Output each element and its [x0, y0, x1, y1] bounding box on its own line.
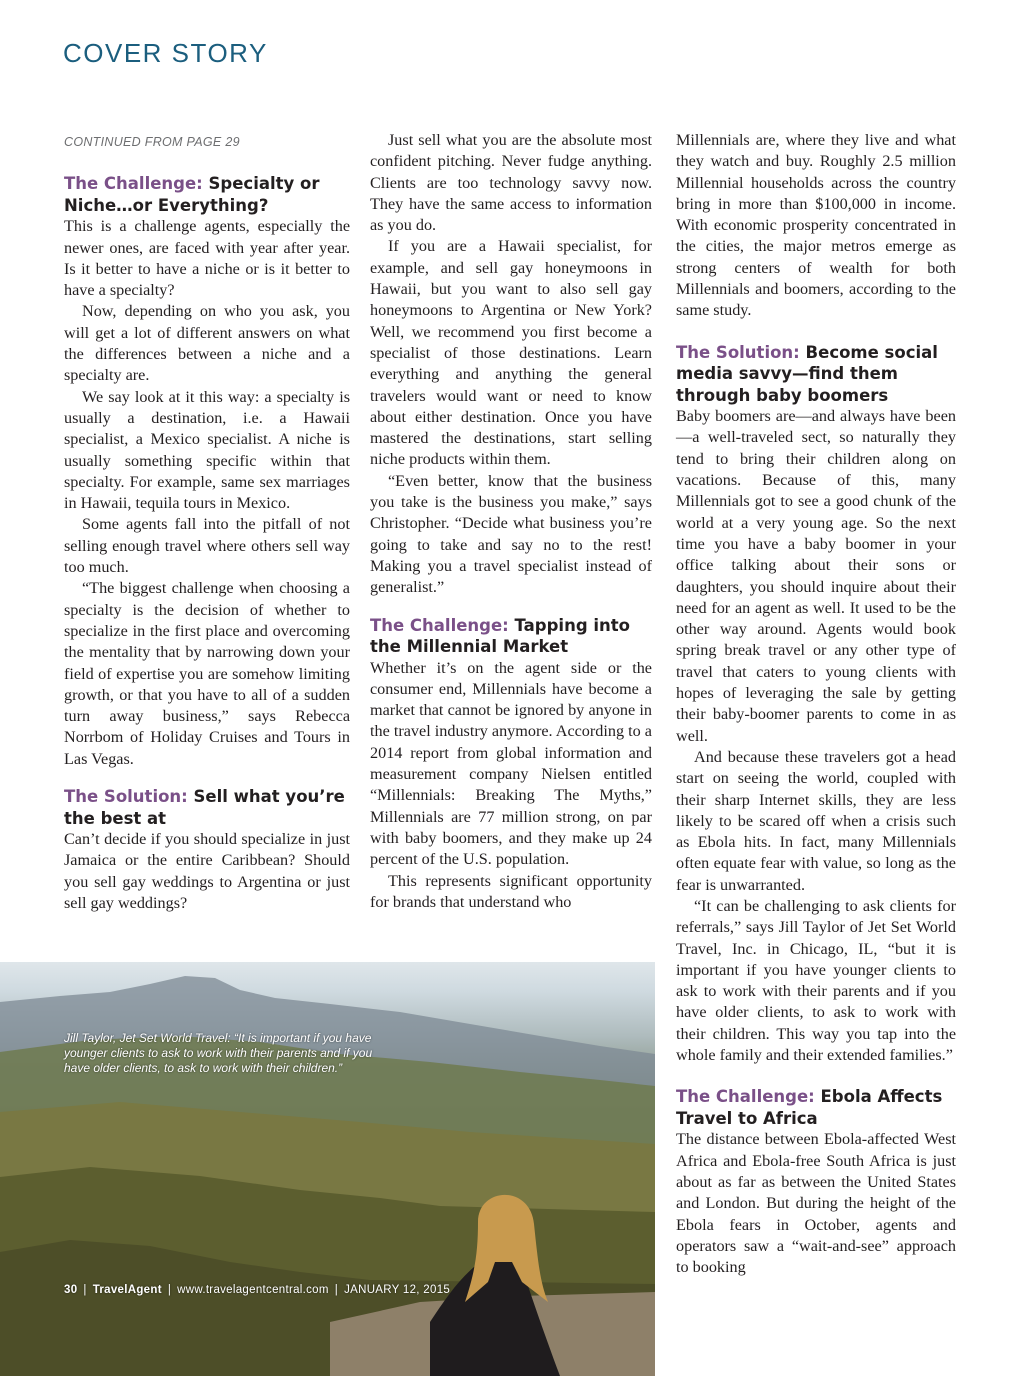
paragraph: Millennials are, where they live and what they watch and buy. Roughly 2.5 million Millennial households across the country bring in more than $100,000 in income. With economic prosperity concentrated in the cities, the major metros emerge as strong centers of wealth for both Millennials and boomers, according to the same study.: [676, 131, 956, 320]
paragraph: If you are a Hawaii specialist, for example, and sell gay honeymoons in Hawaii, but you want to also sell gay honeymoons to Argentina or New York? Well, we recommend you first become a specialist of those destinations. Learn everything and anything the general travelers would want or need to know about either destination. Once you have mastered the destinations, start selling niche products within them.: [370, 237, 652, 469]
paragraph: Whether it’s on the agent side or the consumer end, Millennials have become a market that cannot be ignored by anyone in the travel industry anymore. According to a 2014 report from global information and measurement company Nielsen entitled “Millennials: Breaking The Myths,” Millennials are 77 million strong, on par with baby boomers, and they make up 24 percent of the U.S. population.: [370, 658, 652, 869]
landscape-photo: [0, 962, 655, 1376]
paragraph: “It can be challenging to ask clients for referrals,” says Jill Taylor of Jet Set World Travel, Inc. in Chicago, IL, “but it is important if you have younger clients to ask to work with their parents and if you have older clients, to ask to work with their children. This way you tap into the whole family and their extended families.”: [676, 897, 956, 1065]
subhead-ebola-africa: [676, 1086, 956, 1129]
paragraph: Some agents fall into the pitfall of not selling enough travel where others sell way too much.: [64, 515, 350, 577]
paragraph: “Even better, know that the business you take is the business you make,” says Christopher. “Decide what business you’re going to take and say no to the rest! Making you a travel specialist instead of generalist.”: [370, 471, 652, 597]
subhead-specialty-niche: [64, 173, 350, 216]
website-url[interactable]: www.travelagentcentral.com: [177, 1284, 329, 1296]
subhead-millennial-market: [370, 615, 652, 658]
continued-from-label: CONTINUED FROM PAGE 29: [64, 135, 240, 149]
section-label: COVER STORY: [63, 38, 268, 68]
paragraph: We say look at it this way: a specialty is usually a destination, i.e. a Hawaii specialist, a Mexico specialist. A niche is usually something specific within that specialty. For example, same sex marriages in Hawaii, tequila tours in Mexico.: [64, 387, 350, 513]
footer-separator: |: [334, 1284, 339, 1296]
paragraph: Now, depending on who you ask, you will get a lot of different answers on what the differences between a niche and a specialty are.: [64, 302, 350, 385]
paragraph: Can’t decide if you should specialize in just Jamaica or the entire Caribbean? Should you sell gay weddings to Argentina or just sell gay weddings?: [64, 830, 350, 912]
photo-illustration: [0, 962, 655, 1376]
subhead-title: Sell what you’re the best at: [64, 787, 345, 828]
subhead-tag: The Challenge:: [676, 1087, 815, 1107]
paragraph: Baby boomers are—and always have been—a well-traveled sect, so naturally they tend to bring their children along on vacations. Because of this, many Millennials got to see a good chunk of the world at a very young age. So the next time you have a baby boomer in your office talking about their sons or daughters, you should inquire about their need for an agent as well. It used to be the other way around. Agents would book spring break travel or any other type of travel that caters to young clients with hopes of leveraging the sale by getting their baby-boomer parents to come in as well.: [676, 407, 956, 745]
photo-caption: Jill Taylor, Jet Set World Travel: “It is important if you have younger clients to ask to work with their parents and if you have older clients, to ask to work with their children.”: [64, 1031, 373, 1075]
article-column-2: [370, 130, 652, 913]
subhead-title: Ebola Affects Travel to Africa: [676, 1087, 943, 1128]
paragraph: The distance between Ebola-affected West Africa and Ebola-free South Africa is just about as far as between the United States and London. But during the height of the Ebola fears in October, agents and operators saw a “wait-and-see” approach to booking: [676, 1130, 956, 1277]
paragraph: This is a challenge agents, especially the newer ones, are faced with year after year. Is it better to have a niche or is it better to have a specialty?: [64, 217, 350, 300]
footer-separator: |: [83, 1284, 87, 1296]
paragraph: “The biggest challenge when choosing a specialty is the decision of whether to specialize in the first place and overcoming the mentality that by narrowing down your field of expertise you are somehow limiting growth, or that you have to all of a sudden turn away business,” says Rebecca Norrbom of Holiday Cruises and Tours in Las Vegas.: [64, 579, 350, 768]
subhead-tag: The Solution:: [676, 342, 800, 362]
page-number: 30: [64, 1284, 78, 1296]
subhead-title: Specialty or Niche…or Everything?: [64, 174, 320, 215]
subhead-social-media: [676, 342, 956, 407]
subhead-title: Become social media savvy—find them through baby boomers: [676, 342, 938, 405]
subhead-tag: The Challenge:: [64, 174, 203, 194]
paragraph: Just sell what you are the absolute most confident pitching. Never fudge anything. Clients are too technology savvy now. They have the same access to information as you do.: [370, 131, 652, 235]
article-column-1: [64, 130, 350, 914]
paragraph: And because these travelers got a head start on seeing the world, coupled with their sharp Internet skills, they are less likely to be scared off when a crisis such as Ebola hits. In fact, many Millennials often equate fear with value, so long as the fear is unwarranted.: [676, 747, 956, 894]
subhead-title: Tapping into the Millennial Market: [370, 615, 630, 657]
page-footer: [64, 1284, 450, 1296]
subhead-tag: The Solution:: [64, 787, 188, 807]
issue-date: JANUARY 12, 2015: [344, 1284, 451, 1296]
subhead-sell-best: [64, 786, 350, 829]
paragraph: This represents significant opportunity for brands that understand who: [370, 871, 652, 911]
publication-name: TravelAgent: [92, 1284, 162, 1296]
article-column-3: [676, 130, 956, 1278]
subhead-tag: The Challenge:: [370, 615, 509, 635]
footer-separator: |: [167, 1284, 172, 1296]
